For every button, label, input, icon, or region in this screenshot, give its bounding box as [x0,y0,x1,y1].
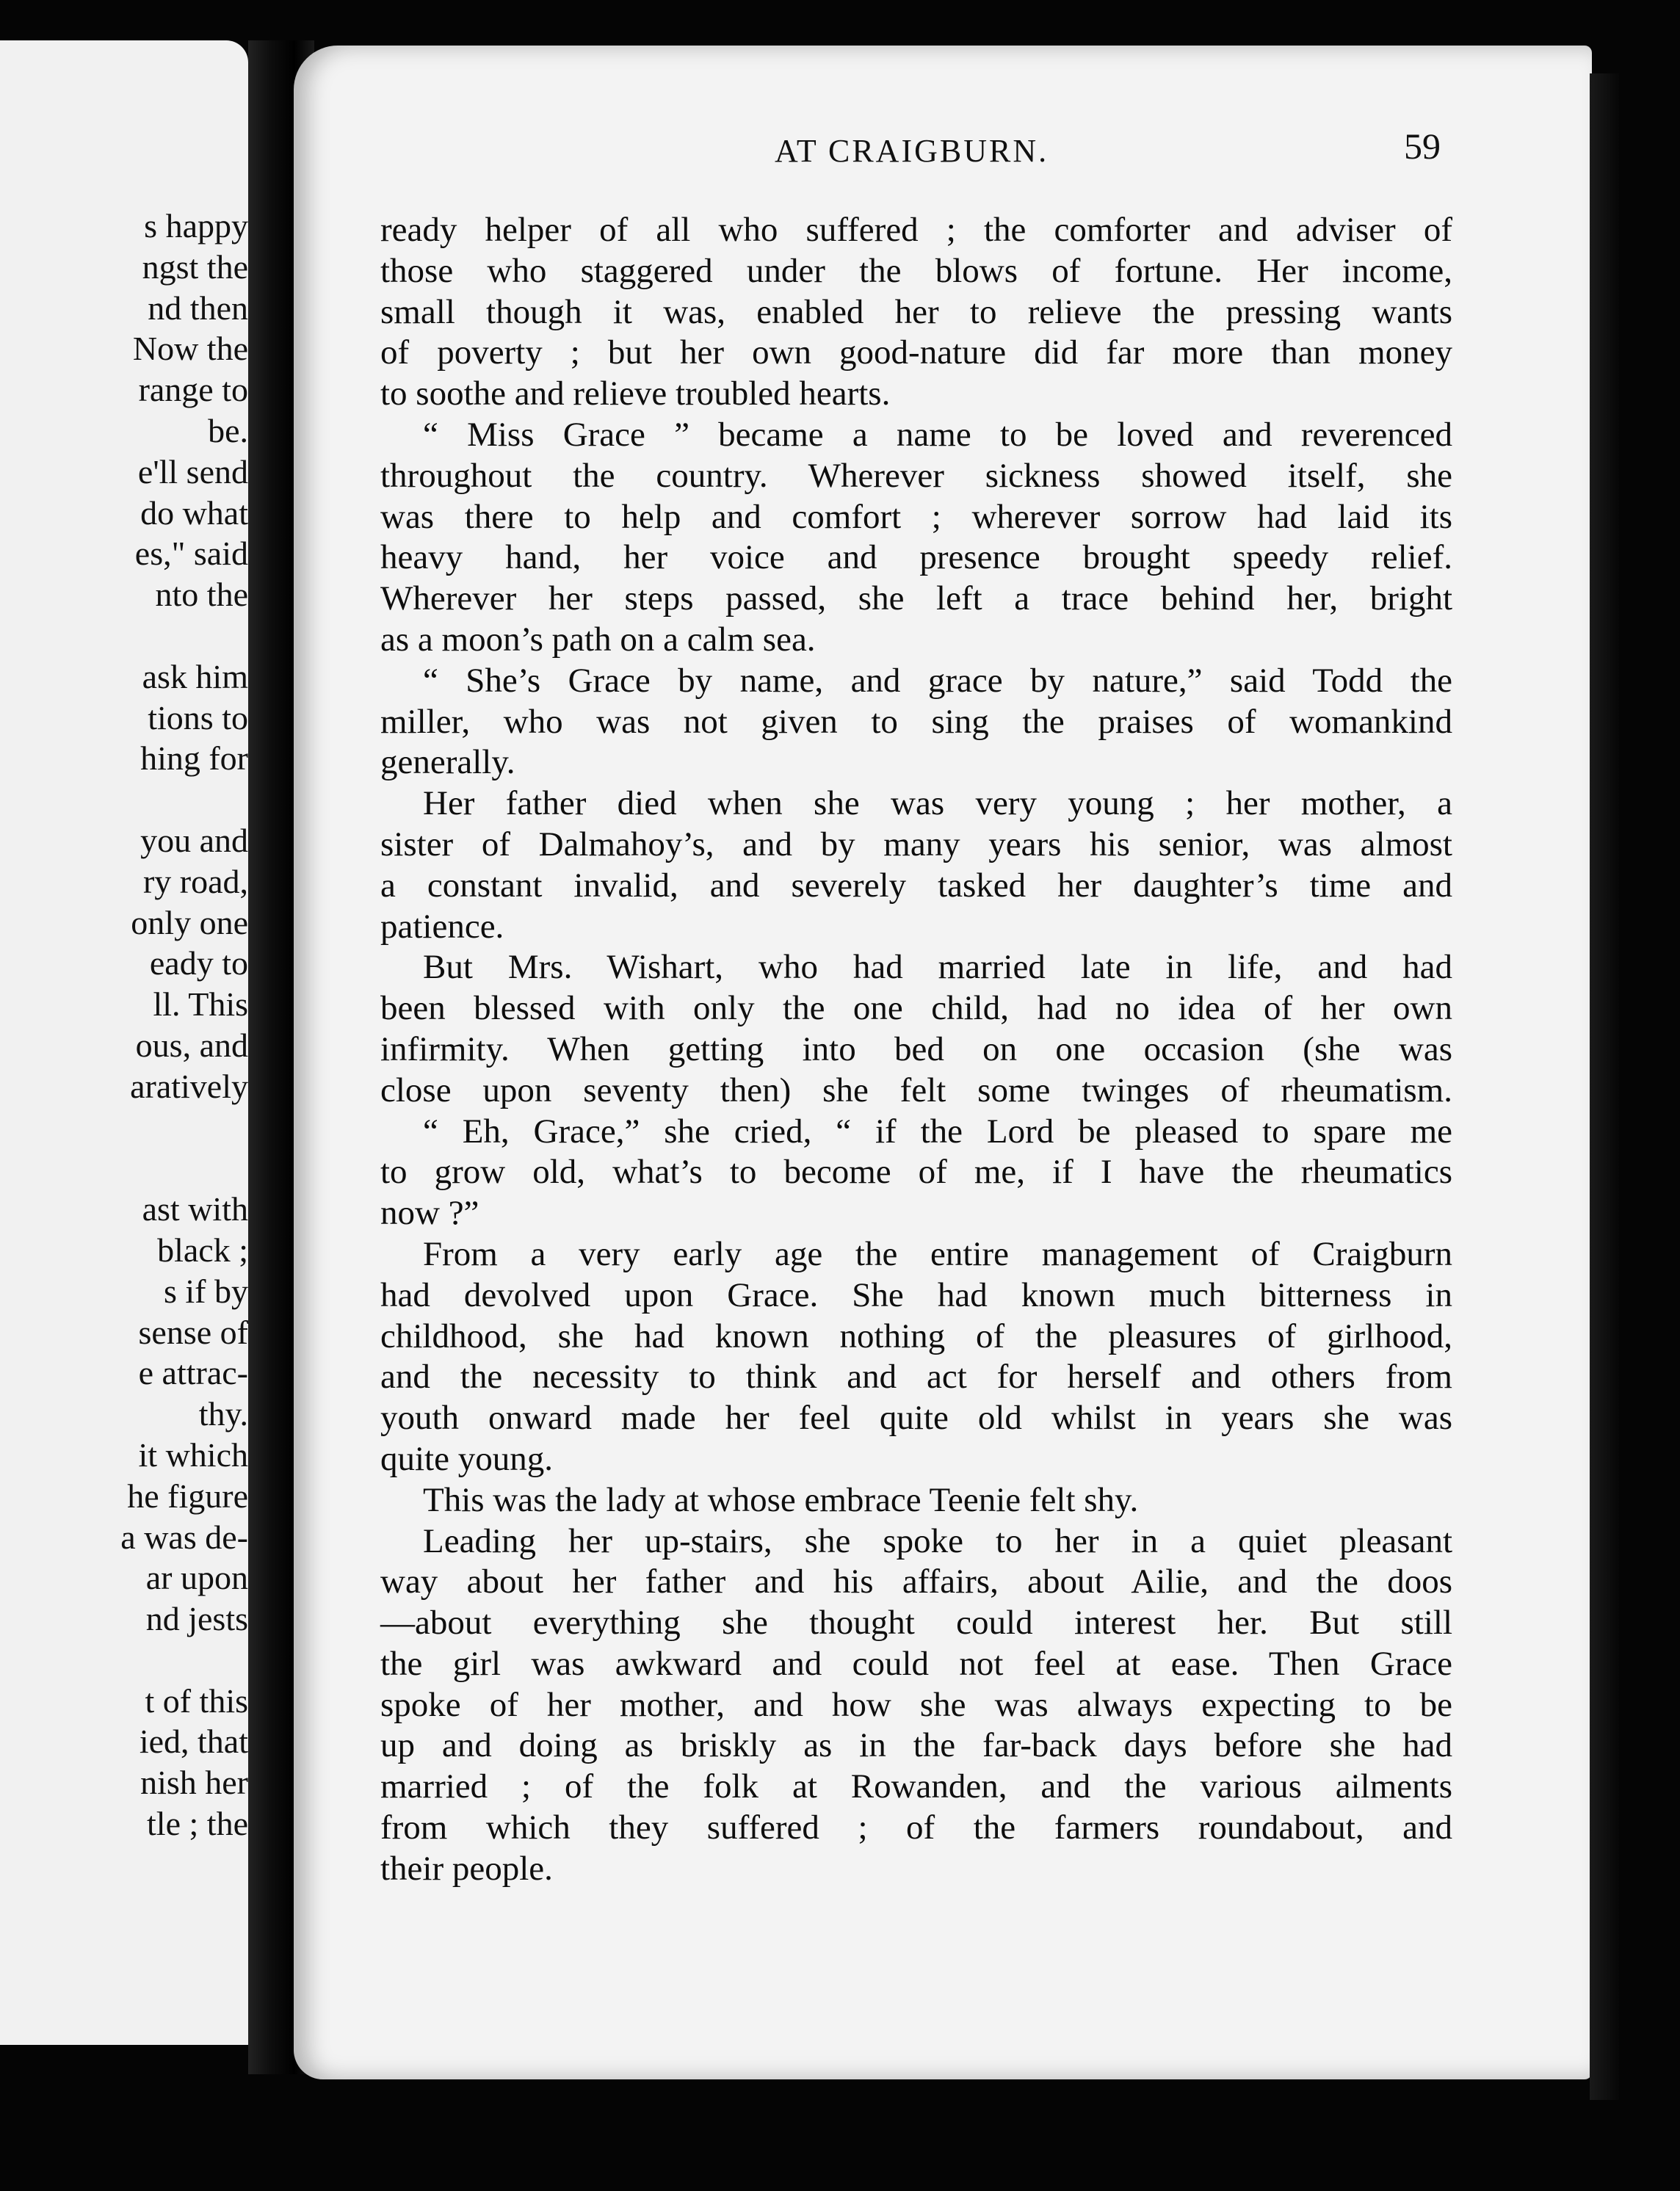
page-edge [1590,73,1619,2100]
previous-page-line: aratively [130,1067,248,1105]
previous-page [0,40,248,2045]
previous-page-line: tions to [148,698,248,736]
previous-page-line: he figure [127,1477,248,1515]
text-line: patience. [380,907,504,946]
text-line: Her father died when she was very young ; her mother, a [423,784,1452,823]
text-line: close upon seventy then) she felt some twinges of rheumatism. [380,1071,1452,1109]
running-title: AT CRAIGBURN. [775,133,1049,169]
previous-page-line: a was de- [120,1518,248,1556]
text-line: quite young. [380,1439,553,1478]
previous-page-line: e'll send [137,452,248,490]
previous-page-line: tle ; the [147,1805,248,1843]
previous-page-line: Now the [132,330,248,368]
text-line: Leading her up-stairs, she spoke to her in a quiet pleasant [423,1521,1452,1560]
text-line: to grow old, what’s to become of me, if I have the rheumatics [380,1153,1452,1192]
text-line: youth onward made her feel quite old whilst in years she was [380,1399,1452,1438]
previous-page-line: ast with [142,1190,248,1228]
text-line: the girl was awkward and could not feel at ease. Then Grace [380,1644,1452,1683]
text-line: throughout the country. Wherever sickness showed itself, she [380,456,1452,495]
text-line: This was the lady at whose embrace Teenie felt shy. [423,1480,1139,1519]
previous-page-line [0,615,248,656]
previous-page-line [0,779,248,820]
text-line: those who staggered under the blows of fortune. Her income, [380,251,1452,290]
text-line: married ; of the folk at Rowanden, and the various ailments [380,1767,1452,1806]
previous-page-line: s happy [144,207,248,245]
text-line: of poverty ; but her own good-nature did far more than money [380,333,1452,372]
text-line: —about everything she thought could interest her. But still [380,1604,1452,1643]
previous-page-line: nto the [155,576,248,614]
previous-page-line: ar upon [145,1559,248,1597]
body-text [380,210,1452,1890]
text-line: generally. [380,743,515,782]
previous-page-line: ll. This [153,985,248,1024]
previous-page-line: s if by [164,1272,248,1310]
previous-page-line: e attrac- [138,1354,248,1392]
previous-page-line: es," said [134,535,248,573]
text-line: sister of Dalmahoy’s, and by many years his senior, was almost [380,825,1452,863]
text-line: to soothe and relieve troubled hearts. [380,374,891,413]
previous-page-line: ask him [142,657,248,695]
previous-page-line [0,1148,248,1189]
text-line: been blessed with only the one child, had no idea of her own [380,989,1452,1028]
previous-page-line [0,1640,248,1681]
text-line: From a very early age the entire management of Craigburn [423,1234,1452,1273]
text-line: childhood, she had known nothing of the pleasures of girlhood, [380,1317,1452,1355]
previous-page-line: ry road, [142,862,248,900]
previous-page-line: nd then [148,289,248,327]
text-line: miller, who was not given to sing the praises of womankind [380,702,1452,741]
text-line: their people. [380,1849,553,1888]
text-line: was there to help and comfort ; wherever sorrow had laid its [380,497,1452,536]
previous-page-line: range to [138,371,248,409]
text-line: spoke of her mother, and how she was always expecting to be [380,1685,1452,1724]
text-line: infirmity. When getting into bed on one occasion (she was [380,1029,1452,1068]
previous-page-line: thy. [198,1395,248,1433]
text-line: a constant invalid, and severely tasked her daughter’s time and [380,866,1452,905]
text-line: ready helper of all who suffered ; the comforter and adviser of [380,211,1452,249]
page-number: 59 [1404,126,1441,167]
previous-page-line: be. [199,411,248,449]
text-line: and the necessity to think and act for herself and others from [380,1358,1452,1397]
previous-page-line: hing for [140,739,248,778]
text-line: now ?” [380,1194,479,1233]
text-line: small though it was, enabled her to relieve the pressing wants [380,292,1452,331]
previous-page-line: nd jests [145,1600,248,1638]
text-line: from which they suffered ; of the farmers roundabout, and [380,1808,1452,1847]
text-line: as a moon’s path on a calm sea. [380,620,816,659]
previous-page-line: sense of [138,1313,248,1351]
previous-page-text [0,206,248,1844]
text-line: way about her father and his affairs, about Ailie, and the doos [380,1562,1452,1601]
text-line: “ Miss Grace ” became a name to be loved and reverenced [423,415,1452,454]
previous-page-line: only one [131,903,248,941]
previous-page-line: nish her [140,1764,248,1802]
previous-page-line: ied, that [139,1723,248,1761]
previous-page-line: do what [140,493,248,532]
text-line: “ Eh, Grace,” she cried, “ if the Lord be pleased to spare me [423,1112,1452,1151]
previous-page-line [0,1107,248,1148]
text-line: up and doing as briskly as in the far-back days before she had [380,1726,1452,1765]
text-line: had devolved upon Grace. She had known much bitterness in [380,1275,1452,1314]
previous-page-line: t of this [145,1681,248,1720]
previous-page-line: you and [140,821,248,859]
text-line: Wherever her steps passed, she left a trace behind her, bright [380,579,1452,618]
previous-page-line: ngst the [142,247,248,286]
previous-page-line: black ; [148,1231,248,1269]
previous-page-line: ous, and [135,1026,248,1064]
text-line: heavy hand, her voice and presence brought speedy relief. [380,538,1452,577]
text-line: “ She’s Grace by name, and grace by nature,” said Todd the [423,661,1452,700]
previous-page-line: eady to [149,944,248,982]
previous-page-line: it which [138,1435,248,1474]
text-line: But Mrs. Wishart, who had married late in life, and had [423,948,1452,987]
